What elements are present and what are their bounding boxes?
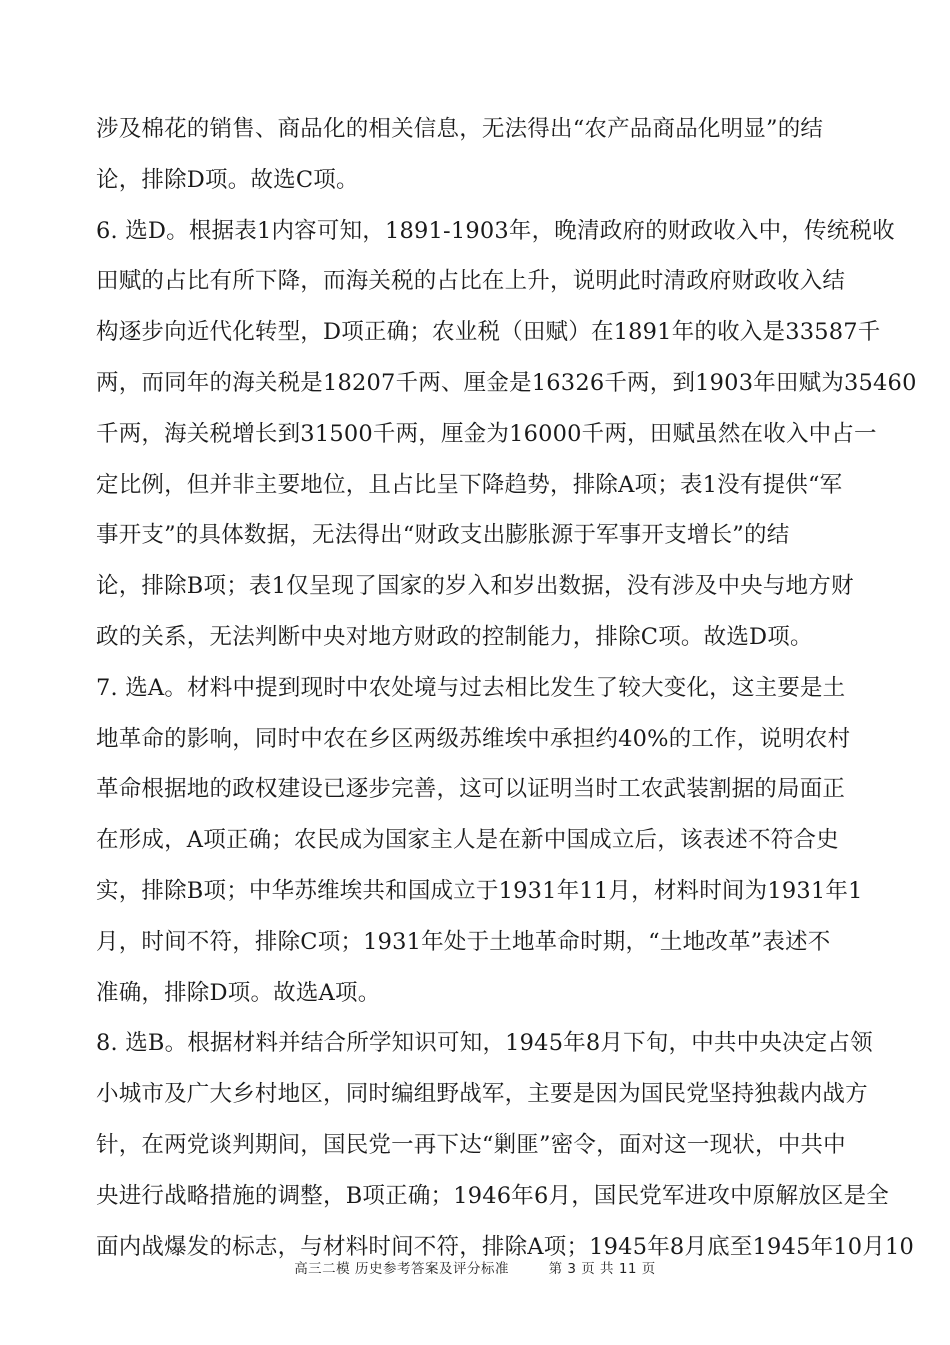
question-7-line: 7. 选A。材料中提到现时中农处境与过去相比发生了较大变化，这主要是土 [96,674,846,701]
text-line: 两，而同年的海关税是18207千两、厘金是16326千两，到1903年田赋为35460 [96,369,917,396]
page-number: 第 3 页 共 11 页 [548,1261,656,1277]
text-line: 小城市及广大乡村地区，同时编组野战军，主要是因为国民党坚持独裁内战方 [96,1081,868,1108]
text-line: 论，排除B项；表1仅呈现了国家的岁入和岁出数据，没有涉及中央与地方财 [96,573,854,600]
text-line: 构逐步向近代化转型，D项正确；农业税（田赋）在1891年的收入是33587千 [96,319,881,346]
text-line: 实，排除B项；中华苏维埃共和国成立于1931年11月，材料时间为1931年1 [96,877,863,904]
text-line: 革命根据地的政权建设已逐步完善，这可以证明当时工农武装割据的局面正 [96,776,846,803]
text-line: 千两，海关税增长到31500千两，厘金为16000千两，田赋虽然在收入中占一 [96,420,877,447]
text-line: 央进行战略措施的调整，B项正确；1946年6月，国民党军进攻中原解放区是全 [96,1182,890,1209]
text-line: 准确，排除D项。故选A项。 [96,979,381,1006]
text-line: 事开支”的具体数据，无法得出“财政支出膨胀源于军事开支增长”的结 [96,522,790,549]
question-8-line: 8. 选B。根据材料并结合所学知识可知，1945年8月下旬，中共中央决定占领 [96,1030,873,1057]
text-line: 定比例，但并非主要地位，且占比呈下降趋势，排除A项；表1没有提供“军 [96,471,843,498]
text-line: 论，排除D项。故选C项。 [96,166,359,193]
text-line: 针，在两党谈判期间，国民党一再下达“剿匪”密令，面对这一现状，中共中 [96,1131,846,1158]
answer-text [96,104,917,1272]
text-line: 在形成，A项正确；农民成为国家主人是在新中国成立后，该表述不符合史 [96,827,839,854]
text-line: 田赋的占比有所下降，而海关税的占比在上升，说明此时清政府财政收入结 [96,268,846,295]
text-line: 地革命的影响，同时中农在乡区两级苏维埃中承担约40%的工作，说明农村 [96,725,851,752]
text-line: 面内战爆发的标志，与材料时间不符，排除A项；1945年8月底至1945年10月10 [96,1233,915,1260]
page-footer [0,1257,950,1277]
question-6-line: 6. 选D。根据表1内容可知，1891-1903年，晚清政府的财政收入中，传统税收 [96,217,895,244]
text-line: 月，时间不符，排除C项；1931年处于土地革命时期，“土地改革”表述不 [96,928,831,955]
text-line: 政的关系，无法判断中央对地方财政的控制能力，排除C项。故选D项。 [96,623,813,650]
footer-title: 高三二模 历史参考答案及评分标准 [294,1261,509,1277]
text-line: 涉及棉花的销售、商品化的相关信息，无法得出“农产品商品化明显”的结 [96,116,824,142]
